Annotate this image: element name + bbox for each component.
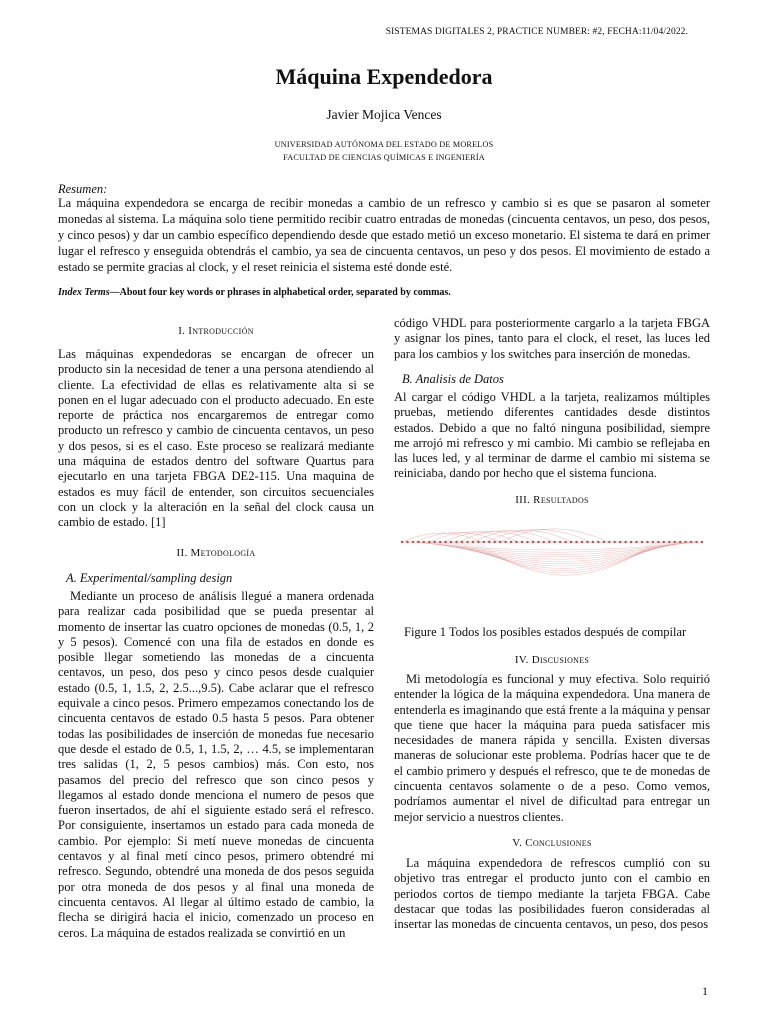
state-node [521,541,523,543]
state-node [701,541,703,543]
state-node [614,541,616,543]
index-terms-label: Index Terms [58,287,110,298]
paper-title: Máquina Expendedora [275,64,493,89]
state-node [608,541,610,543]
page-number: 1 [702,984,708,998]
subsection-heading-analysis: B. Analisis de Datos [402,372,504,386]
state-node [494,541,496,543]
state-node [641,541,643,543]
state-node [624,541,626,543]
section-heading-conclusions: V. Conclusiones [512,837,592,849]
running-head: SISTEMAS DIGITALES 2, PRACTICE NUMBER: #2, FECHA:11/04/2022. [385,27,688,37]
abstract-text: La máquina expendedora se encarga de recibir monedas a cambio de un refresco y cambio si es que se pasaron al someter monedas al sistema. La máquina solo tiene permitido recibir cuatro entradas de monedas (cincuenta centavos, un peso, dos pesos, y cinco pesos) y dar un cambio específico dependiendo desde que estado metió un exceso monetario. El sistema te dará en primer lugar el refresco y enseguida obtendrás el cambio, ya sea de cincuenta centavos, un peso y dos pesos. El movimiento de estado a estado se permite gracias al clock, y el reset reinicia el sistema esté donde esté. [58,196,710,274]
state-node [586,541,588,543]
state-node [581,541,583,543]
intro-body: Las máquinas expendedoras se encargan de ofrecer un producto sin la necesidad de tener a una persona atendiendo al cliente. La efectividad de ellas es relativamente alta si se ponen en el lugar adecuado con el producto adecuado. En este reporte de práctica nos encargaremos de entregar como producto un refresco y cambio de cincuenta centavos, un peso y dos pesos, si es el caso. Este proceso se realizará mediante una máquina de estados dentro del software Quartus para ejecutarlo en una tarjeta FBGA DE2-115. Una maquina de estados es muy fácil de entender, son circuitos secuenciales con un clock y la alteración en la señal del clock causa un cambio de estado. [1] [58,347,374,530]
index-terms [58,287,710,298]
state-node [554,541,556,543]
state-node [532,541,534,543]
state-node [488,541,490,543]
state-node [401,541,403,543]
state-machine-diagram [396,514,708,614]
state-node [559,541,561,543]
state-node [543,541,545,543]
figure-caption: Figure 1 Todos los posibles estados después de compilar [404,625,687,639]
affiliation-faculty: FACULTAD DE CIENCIAS QUÍMICAS E INGENIERÍA [283,153,485,162]
section-heading-intro: I. Introducción [178,325,254,337]
state-node [570,541,572,543]
state-node [575,541,577,543]
state-node [619,541,621,543]
section-heading-results: III. Resultados [515,494,589,506]
index-terms-text: —About four key words or phrases in alphabetical order, separated by commas. [109,287,451,298]
state-node [526,541,528,543]
state-node [564,541,566,543]
subsection-heading-experimental: A. Experimental/sampling design [66,571,233,585]
abstract-label: Resumen: [58,182,108,196]
state-node [406,541,408,543]
state-node [630,541,632,543]
state-node [592,541,594,543]
state-node [504,541,506,543]
state-machine-figure [396,514,708,614]
state-node [657,541,659,543]
state-node [499,541,501,543]
method-body-b: Al cargar el código VHDL a la tarjeta, realizamos múltiples pruebas, metiendo diferentes cantidades desde distintos estados. Debido a que no faltó ninguna posibilidad, siempre me arrojó mi refresco y mi cambio. Mi cambio se reflejaba en las luces led, y al terminar de darme el cambio mi sistema se reiniciaba, dando por hecho que el sistema funciona. [394,390,710,481]
section-heading-discussion: IV. Discusiones [514,654,590,666]
method-body-a-continued: código VHDL para posteriormente cargarlo a la tarjeta FBGA y asignar los pines, tanto para el clock, el reset, las luces led para los cambios y los switches para inserción de monedas. [394,316,710,361]
affiliation-university: UNIVERSIDAD AUTÓNOMA DEL ESTADO DE MORELOS [274,140,494,149]
state-node [597,541,599,543]
transition-arc [430,532,518,542]
state-node [483,541,485,543]
state-node [515,541,517,543]
state-node [635,541,637,543]
state-node [548,541,550,543]
state-node [646,541,648,543]
author-name: Javier Mojica Vences [326,107,442,122]
method-body-a: Mediante un proceso de análisis llegué a manera ordenada para realizar cada posibilidad que se pueda presentar al momento de insertar las cuatro opciones de monedas (0.5, 1, 2 y 5 pesos). Comencé con una fila de estados en donde es posible llegar sometiendo las monedas de a cincuenta centavos, un peso, dos peso y cinco pesos desde cualquier estado (0.5, 1, 1.5, 2, 2.5...,9.5). Cabe aclarar que el refresco equivale a cinco pesos. Primero empezamos conectando los de cincuenta centavos de estado 0.5 hasta 5 pesos. Para obtener todas las posibilidades de inserción de monedas fue necesario que desde el estado de 0.5, 1, 1.5, 2, … 4.5, se implementaran tres salidas (1, 2, 5 pesos cambios) más. Con esto, nos pasamos del precio del refresco que son cinco pesos y llegamos al estado donde menciona el numero de pesos que fueron insertados, de ahí el siguiente estado será el refresco. Por consiguiente, insertamos un estado para cada moneda de cambio. Por ejemplo: Si metí nueve monedas de cincuenta centavos y al final metí cinco pesos, primero obtendré mi refresco. Segundo, obtendré una moneda de dos pesos seguida por otra moneda de dos pesos y al final una moneda de cincuenta centavos. Al llegar al último estado de cambio, la flecha se dirigirá hacia el inicio, comenzado un proceso en ceros. La máquina de estados realizada se convirtió en un [58,589,374,940]
state-node [603,541,605,543]
conclusions-body: La máquina expendedora de refrescos cumplió con su objetivo tras entregar el producto junto con el cambio en periodos cortos de tiempo mediante la tarjeta FBGA. Cabe destacar que todas las posibilidades fueron consideradas al insertar las monedas de cincuenta centavos, un peso, dos pesos [394,856,710,932]
discussion-body: Mi metodología es funcional y muy efectiva. Solo requirió entender la lógica de la máquina expendedora. Una manera de entenderla es imaginando que está frente a la máquina y pensar que tiene que hacer la máquina para pueda satisfacer mis necesidades de manera rápida y sencilla. Existen diversas maneras de solucionar este problema. Podrías hacer que te de el cambio primero y después el refresco, que te de monedas de cincuenta centavos solamente o de a peso. Como vemos, podríamos aumentar el nivel de dificultad para entregar un mejor servicio a nuestros clientes. [394,672,710,824]
transition-arc [402,533,482,542]
state-node [537,541,539,543]
state-node [510,541,512,543]
section-heading-method: II. Metodología [176,547,256,559]
